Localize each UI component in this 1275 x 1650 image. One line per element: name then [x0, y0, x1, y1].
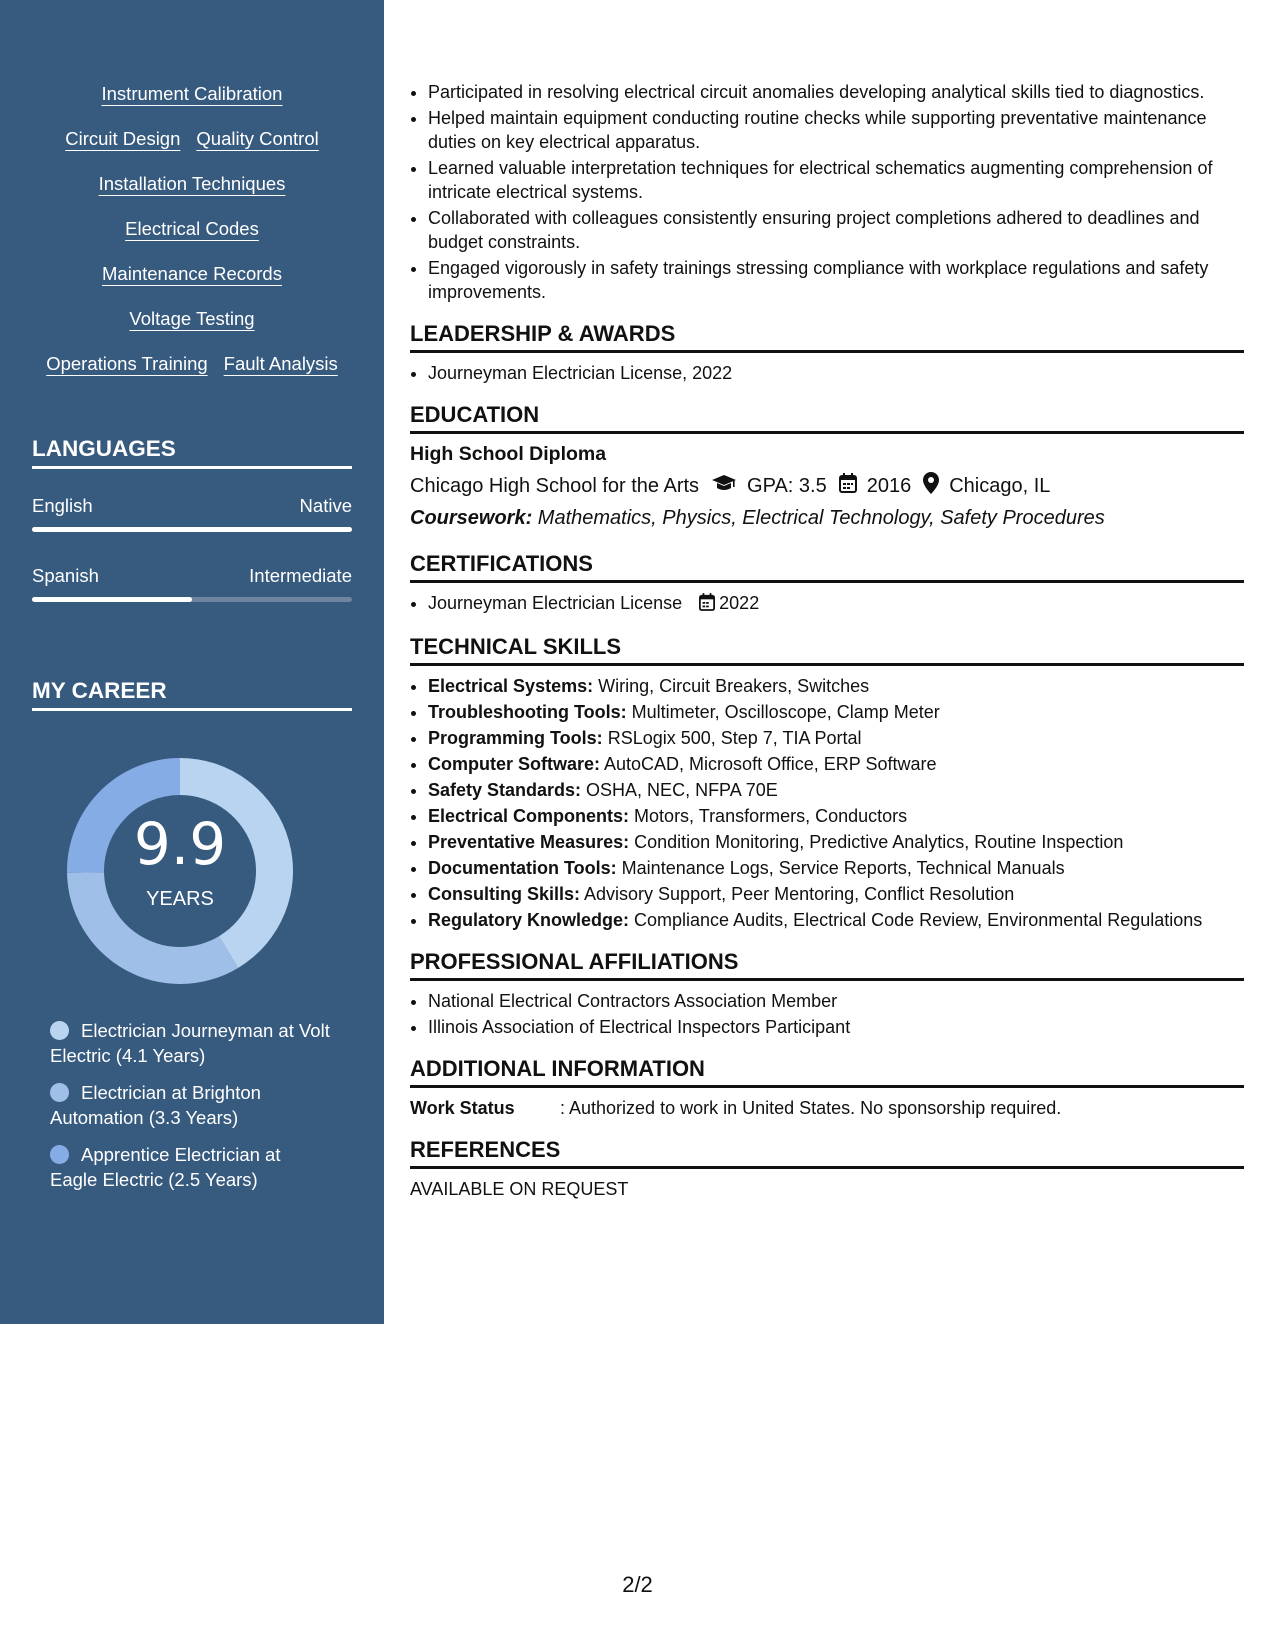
skill-tag: Quality Control: [196, 128, 319, 149]
education-gpa: GPA: 3.5: [747, 475, 827, 497]
skill-tag: Operations Training: [46, 353, 208, 374]
certifications-heading: CERTIFICATIONS: [410, 552, 1244, 583]
technical-skill-label: Safety Standards:: [428, 780, 582, 800]
skills-row: [0, 82, 384, 127]
skill-tag: Electrical Codes: [125, 218, 259, 239]
experience-bullet: • Helped maintain equipment conducting routine checks while supporting preventative maintenance duties on key electrical apparatus.: [428, 106, 1244, 154]
certifications-list: [410, 591, 1244, 617]
additional-info-heading: ADDITIONAL INFORMATION: [410, 1057, 1244, 1088]
career-item: [50, 1018, 330, 1068]
technical-skill-value: Multimeter, Oscilloscope, Clamp Meter: [626, 702, 940, 722]
technical-skill-item: [428, 700, 1244, 724]
career-item-text: Apprentice Electrician at Eagle Electric (2.5 Years): [50, 1144, 281, 1190]
technical-skill-label: Electrical Components:: [428, 806, 630, 826]
career-years-label: YEARS: [146, 888, 214, 910]
skill-tag: Maintenance Records: [102, 263, 282, 284]
technical-skill-label: Consulting Skills:: [428, 884, 581, 904]
language-name: English: [32, 495, 93, 516]
education-location: Chicago, IL: [949, 475, 1051, 497]
experience-bullet: • Learned valuable interpretation techniques for electrical schematics augmenting comprehension of intricate electrical systems.: [428, 156, 1244, 204]
technical-skill-item: [428, 726, 1244, 750]
career-item: [50, 1080, 330, 1130]
affiliations-list: [410, 989, 1244, 1039]
technical-skill-item: [428, 778, 1244, 802]
calendar-icon: [839, 473, 857, 499]
skills-row: [0, 352, 384, 397]
career-total-years: 9.9: [133, 810, 227, 878]
technical-skill-label: Programming Tools:: [428, 728, 603, 748]
language-level: Intermediate: [249, 565, 352, 586]
sidebar: [0, 0, 384, 1324]
skills-row: [0, 217, 384, 262]
technical-skill-item: [428, 830, 1244, 854]
affiliation-item: • Illinois Association of Electrical Inspectors Participant: [428, 1015, 1244, 1039]
education-school: Chicago High School for the Arts: [410, 475, 700, 497]
technical-skill-value: Advisory Support, Peer Mentoring, Conflict Resolution: [580, 884, 1015, 904]
leadership-item: • Journeyman Electrician License, 2022: [428, 361, 1244, 385]
certification-year: 2022: [719, 593, 760, 613]
technical-skill-value: AutoCAD, Microsoft Office, ERP Software: [600, 754, 937, 774]
references-text: AVAILABLE ON REQUEST: [410, 1179, 629, 1199]
language-proficiency-fill: [32, 597, 192, 602]
language-proficiency-bar: [32, 527, 352, 532]
skill-tag: Installation Techniques: [98, 173, 286, 194]
language-level: Native: [299, 495, 352, 516]
technical-skill-label: Troubleshooting Tools:: [428, 702, 627, 722]
career-item-text: Electrician at Brighton Automation (3.3 Years): [50, 1082, 261, 1128]
technical-skill-label: Electrical Systems:: [428, 676, 594, 696]
technical-skill-label: Documentation Tools:: [428, 858, 617, 878]
work-status: [410, 1096, 1244, 1120]
work-status-label: Work Status: [410, 1098, 515, 1118]
technical-skill-label: Computer Software:: [428, 754, 601, 774]
affiliations-heading: PROFESSIONAL AFFILIATIONS: [410, 950, 1244, 981]
technical-skills-heading: TECHNICAL SKILLS: [410, 635, 1244, 666]
technical-skill-value: Maintenance Logs, Service Reports, Technical Manuals: [616, 858, 1065, 878]
skill-tag: Circuit Design: [65, 128, 181, 149]
graduation-cap-icon: [711, 474, 737, 498]
calendar-icon: [699, 593, 715, 617]
career-color-dot: [50, 1021, 69, 1040]
work-status-value: : Authorized to work in United States. No sponsorship required.: [560, 1098, 1062, 1118]
page-number: 2/2: [622, 1572, 653, 1597]
technical-skill-item: [428, 856, 1244, 880]
location-pin-icon: [923, 472, 939, 500]
career-item-text: Electrician Journeyman at Volt Electric (4.1 Years): [50, 1020, 330, 1066]
language-proficiency-fill: [32, 527, 352, 532]
language-name: Spanish: [32, 565, 99, 586]
skills-row: [0, 307, 384, 352]
technical-skill-value: Compliance Audits, Electrical Code Review, Environmental Regulations: [629, 910, 1203, 930]
languages-heading: LANGUAGES: [32, 436, 352, 469]
skills-tag-cloud: [0, 82, 384, 397]
leadership-heading: LEADERSHIP & AWARDS: [410, 322, 1244, 353]
career-color-dot: [50, 1083, 69, 1102]
experience-bullets: [410, 80, 1244, 304]
technical-skill-value: Wiring, Circuit Breakers, Switches: [593, 676, 870, 696]
skill-tag: Instrument Calibration: [101, 83, 283, 104]
education-heading: EDUCATION: [410, 403, 1244, 434]
technical-skill-item: [428, 882, 1244, 906]
skill-tag: Fault Analysis: [223, 353, 338, 374]
language-proficiency-bar: [32, 597, 352, 602]
affiliation-item: • National Electrical Contractors Association Member: [428, 989, 1244, 1013]
technical-skill-value: RSLogix 500, Step 7, TIA Portal: [602, 728, 862, 748]
references-heading: REFERENCES: [410, 1138, 1244, 1169]
education-year: 2016: [866, 475, 912, 497]
career-donut-chart: [67, 758, 293, 984]
career-list: [50, 1018, 330, 1204]
coursework-label: Coursework:: [410, 507, 533, 529]
technical-skill-value: OSHA, NEC, NFPA 70E: [581, 780, 778, 800]
technical-skill-label: Regulatory Knowledge:: [428, 910, 630, 930]
technical-skill-item: [428, 752, 1244, 776]
education-degree: High School Diploma: [410, 443, 607, 465]
skills-row: [0, 262, 384, 307]
technical-skill-item: [428, 674, 1244, 698]
education-coursework: [410, 506, 1244, 530]
career-heading: MY CAREER: [32, 678, 352, 711]
language-english: [32, 495, 352, 532]
skill-tag: Voltage Testing: [129, 308, 255, 329]
technical-skills-list: [410, 674, 1244, 932]
experience-bullet: • Participated in resolving electrical circuit anomalies developing analytical skills tied to diagnostics.: [428, 80, 1244, 104]
skills-row: [0, 172, 384, 217]
career-item: [50, 1142, 330, 1192]
experience-bullet: • Collaborated with colleagues consistently ensuring project completions adhered to deadlines and budget constraints.: [428, 206, 1244, 254]
main-content: [410, 80, 1244, 1201]
technical-skill-item: [428, 804, 1244, 828]
language-spanish: [32, 565, 352, 602]
technical-skill-value: Condition Monitoring, Predictive Analytics, Routine Inspection: [629, 832, 1124, 852]
education-details: [410, 472, 1244, 500]
leadership-list: [410, 361, 1244, 385]
technical-skill-label: Preventative Measures:: [428, 832, 630, 852]
technical-skill-value: Motors, Transformers, Conductors: [629, 806, 908, 826]
skills-row: [0, 127, 384, 172]
technical-skill-item: [428, 908, 1244, 932]
certification-name: Journeyman Electrician License: [428, 593, 683, 613]
coursework-text: Mathematics, Physics, Electrical Technology, Safety Procedures: [532, 507, 1105, 529]
career-color-dot: [50, 1145, 69, 1164]
certification-item: [428, 591, 1244, 617]
experience-bullet: • Engaged vigorously in safety trainings stressing compliance with workplace regulations and safety improvements.: [428, 256, 1244, 304]
